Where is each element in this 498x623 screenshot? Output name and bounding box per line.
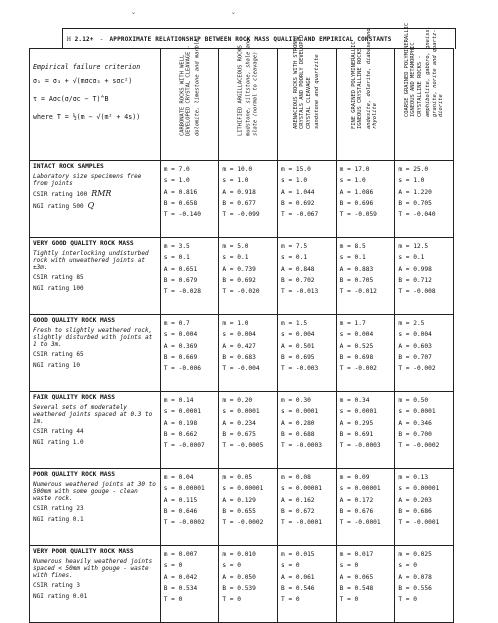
quality-description-cell	[30, 161, 161, 238]
ngi-rating	[33, 593, 157, 601]
constant-value: A = 0.603	[398, 342, 432, 350]
quality-description-cell	[30, 546, 161, 623]
constant-value: m = 5.0	[222, 243, 249, 250]
constants-cell	[278, 161, 337, 238]
rock-type-examples: andesite, dolerite, diabase and rhyolite	[366, 28, 379, 130]
constant-value: B = 0.672	[281, 507, 315, 515]
constant-value: T = -0.0003	[281, 442, 322, 450]
quality-description-cell	[30, 469, 161, 546]
scan-mark: ˇ	[231, 12, 236, 21]
constant-value: s = 0.004	[281, 331, 315, 339]
constant-value: m = 0.14	[163, 397, 194, 404]
constant-value: T = -0.059	[339, 211, 377, 219]
rock-type-wrapper	[395, 22, 453, 160]
csir-rating-text: CSIR rating 3	[33, 581, 80, 589]
constant-value: B = 0.700	[398, 430, 432, 438]
constant-value: m = 12.5	[398, 243, 429, 250]
constant-value: T = -0.002	[339, 365, 377, 373]
rock-type-examples: sandstone and quartzite	[314, 54, 321, 130]
constants-cell	[395, 238, 454, 315]
constant-value: B = 0.677	[222, 199, 256, 207]
quality-row	[30, 546, 454, 623]
constant-value: B = 0.712	[398, 276, 432, 284]
constant-value: s = 0.004	[163, 331, 198, 339]
constants-cell	[219, 392, 278, 469]
constant-value: m = 0.30	[281, 397, 311, 404]
rock-type-wrapper	[337, 28, 395, 160]
ngi-rating-text: NGI rating 500	[33, 203, 84, 210]
constant-value: A = 0.427	[222, 342, 256, 350]
constant-value: B = 0.707	[398, 353, 432, 361]
constant-value: A = 0.739	[222, 265, 256, 273]
constant-value: B = 0.679	[163, 276, 198, 284]
rock-type-wrapper	[219, 38, 277, 160]
constant-value: B = 0.646	[163, 507, 198, 515]
constant-value: m = 0.025	[398, 551, 432, 558]
rock-type-text	[352, 24, 380, 129]
constant-value: A = 0.816	[163, 188, 198, 196]
constant-value: A = 0.162	[281, 496, 315, 504]
constants-cell	[336, 315, 395, 392]
constant-value: T = -0.012	[339, 288, 377, 296]
constants-cell	[336, 238, 395, 315]
constants-cell	[160, 392, 219, 469]
csir-rating-text: CSIR rating 44	[33, 427, 84, 435]
ngi-rating	[33, 516, 157, 524]
constants-cell	[219, 161, 278, 238]
criterion-title: Empirical failure criterion	[33, 63, 141, 71]
constant-value: s = 0.1	[398, 254, 425, 262]
constant-value: s = 0.00001	[163, 485, 205, 493]
constant-value: A = 0.115	[163, 496, 198, 504]
constant-value: A = 1.220	[398, 188, 432, 196]
csir-rating	[33, 190, 157, 199]
constants-cell	[395, 546, 454, 623]
constant-value: s = 1.0	[222, 177, 249, 185]
constant-value: m = 7.0	[163, 166, 190, 173]
constant-value: A = 0.998	[398, 265, 432, 273]
constant-value: B = 0.683	[222, 353, 256, 361]
constant-value: A = 0.172	[339, 496, 374, 504]
criterion-equation-1: σ₁ = σ₃ + √(mσcσ₃ + sσc²)	[33, 77, 133, 85]
constant-value: B = 0.692	[281, 199, 315, 207]
constant-value: T = -0.020	[222, 288, 260, 296]
constant-value: s = 0.00001	[222, 485, 264, 493]
constant-value: s = 0	[398, 562, 417, 570]
constant-value: m = 0.007	[163, 551, 198, 558]
constant-value: m = 10.0	[222, 166, 253, 173]
ngi-rating-text: NGI rating 1.0	[33, 439, 84, 446]
csir-rating-text: CSIR rating 100	[33, 190, 88, 198]
quality-row	[30, 392, 454, 469]
constant-value: B = 0.669	[163, 353, 198, 361]
constant-value: B = 0.675	[222, 430, 256, 438]
rock-type-text	[238, 31, 259, 136]
rock-type-wrapper	[278, 35, 336, 160]
constant-value: B = 0.662	[163, 430, 198, 438]
quality-description: Tightly interlocking undisturbed rock with unweathered joints at ±3m.	[33, 249, 149, 271]
quality-description-cell	[30, 392, 161, 469]
rock-type-examples: dolomite, limestone and marble	[193, 38, 200, 136]
constant-value: s = 0.004	[398, 331, 432, 339]
constant-value: B = 0.691	[339, 430, 374, 438]
quality-row	[30, 315, 454, 392]
ngi-rating-text: NGI rating 0.01	[33, 593, 88, 600]
csir-rating-text: CSIR rating 65	[33, 350, 84, 358]
constant-value: m = 15.0	[281, 166, 311, 173]
csir-rating	[33, 351, 157, 359]
constant-value: m = 1.7	[339, 320, 366, 327]
ngi-rating	[33, 362, 157, 370]
constant-value: m = 0.015	[281, 551, 315, 558]
constant-value: A = 0.061	[281, 573, 315, 581]
constant-value: B = 0.556	[398, 584, 432, 592]
constant-value: s = 0.1	[222, 254, 249, 262]
constant-value: A = 0.065	[339, 573, 374, 581]
constant-value: m = 0.20	[222, 397, 253, 404]
constant-value: m = 7.5	[281, 243, 308, 250]
rock-type-caption: CARBONATE ROCKS WITH WELL DEVELOPED CRYSTAL CLEAVAGE -	[178, 44, 192, 136]
constant-value: T = 0	[339, 596, 359, 604]
ngi-rating	[33, 202, 157, 211]
ngi-rating-text: NGI rating 0.1	[33, 516, 84, 523]
constant-value: B = 0.698	[339, 353, 374, 361]
constant-value: s = 1.0	[281, 177, 308, 185]
constant-value: T = 0	[398, 596, 417, 604]
constant-value: T = -0.0005	[222, 442, 264, 450]
constant-value: B = 0.548	[339, 584, 374, 592]
rock-type-caption: ARENACEOUS ROCKS WITH STRONG CRYSTALS AND POORLY DEVELOPED CRYSTAL CLEAVAGE	[293, 35, 312, 130]
constant-value: s = 0.00001	[281, 485, 322, 493]
constant-value: s = 1.0	[163, 177, 190, 185]
ngi-rating	[33, 439, 157, 447]
constant-value: T = -0.002	[398, 365, 436, 373]
rock-type-header-2	[219, 38, 278, 161]
constant-value: B = 0.546	[281, 584, 315, 592]
rock-type-caption: LITHIFIED ARGILLACEOUS ROCKS	[237, 44, 244, 136]
constant-value: s = 0.00001	[339, 485, 381, 493]
quality-title: GOOD QUALITY ROCK MASS	[33, 317, 115, 324]
constant-value: T = -0.0001	[398, 519, 440, 527]
constant-value: m = 25.0	[398, 166, 429, 173]
constant-value: s = 0.0001	[281, 408, 319, 416]
constant-value: T = -0.0001	[281, 519, 322, 527]
constant-value: B = 0.539	[222, 584, 256, 592]
csir-rating	[33, 582, 157, 590]
rock-type-header-1	[160, 38, 219, 161]
constant-value: T = -0.099	[222, 211, 260, 219]
rock-type-caption: FINE GRAINED POLYMINERALLIC IGNEOUS CRYSTALLINE ROCKS	[351, 41, 365, 130]
constant-value: B = 0.676	[339, 507, 374, 515]
quality-title: POOR QUALITY ROCK MASS	[33, 471, 115, 478]
constant-value: s = 0.0001	[339, 408, 377, 416]
constant-value: T = -0.0002	[398, 442, 440, 450]
constants-cell	[219, 546, 278, 623]
quality-description: Several sets of moderately weathered joints spaced at 0.3 to 1m.	[33, 403, 153, 425]
constant-value: s = 0	[163, 562, 183, 570]
quality-row	[30, 161, 454, 238]
constants-cell	[278, 392, 337, 469]
constant-value: m = 1.0	[222, 320, 249, 327]
constants-cell	[336, 546, 395, 623]
constant-value: m = 0.04	[163, 474, 194, 481]
constant-value: T = 0	[163, 596, 183, 604]
constants-cell	[395, 315, 454, 392]
constants-cell	[278, 315, 337, 392]
constant-value: A = 0.346	[398, 419, 432, 427]
scan-mark: ˇ	[131, 12, 136, 21]
constant-value: B = 0.686	[398, 507, 432, 515]
constant-value: m = 0.09	[339, 474, 370, 481]
constant-value: s = 0.0001	[163, 408, 201, 416]
constant-value: T = -0.003	[281, 365, 319, 373]
quality-description: Fresh to slightly weathered rock, slightly disturbed with joints at 1 to 3m.	[33, 326, 153, 348]
constant-value: s = 0.1	[163, 254, 190, 262]
constant-value: A = 0.280	[281, 419, 315, 427]
rock-type-header-4	[336, 28, 395, 161]
constant-value: B = 0.692	[222, 276, 256, 284]
constant-value: B = 0.695	[281, 353, 315, 361]
constants-cell	[278, 546, 337, 623]
constant-value: m = 0.05	[222, 474, 253, 481]
constant-value: m = 3.5	[163, 243, 190, 250]
rock-type-header-5	[395, 22, 454, 161]
table-number: ℍ 2.12+	[67, 35, 94, 43]
constant-value: T = -0.0007	[163, 442, 205, 450]
constants-cell	[395, 161, 454, 238]
constant-value: B = 0.705	[339, 276, 374, 284]
constant-value: m = 0.017	[339, 551, 374, 558]
table-header	[62, 28, 456, 49]
constant-value: A = 0.525	[339, 342, 374, 350]
quality-description: Laboratory size specimens free from joints	[33, 172, 142, 187]
quality-description-cell	[30, 315, 161, 392]
quality-title: FAIR QUALITY ROCK MASS	[33, 394, 115, 401]
constants-cell	[278, 238, 337, 315]
constant-value: s = 0.1	[339, 254, 366, 262]
constants-cell	[160, 469, 219, 546]
constant-value: T = -0.140	[163, 211, 201, 219]
quality-title: VERY GOOD QUALITY ROCK MASS	[33, 240, 134, 247]
constant-value: T = -0.0003	[339, 442, 381, 450]
constant-value: m = 0.34	[339, 397, 370, 404]
constant-value: A = 0.234	[222, 419, 256, 427]
constants-cell	[219, 469, 278, 546]
quality-description: Numerous weathered joints at 30 to 500mm with some gouge - clean waste rock.	[33, 480, 156, 502]
constant-value: A = 0.198	[163, 419, 198, 427]
constant-value: T = -0.006	[163, 365, 201, 373]
quality-row	[30, 238, 454, 315]
constant-value: T = -0.0001	[339, 519, 381, 527]
constant-value: T = 0	[222, 596, 241, 604]
rock-type-wrapper	[161, 38, 219, 160]
constant-value: B = 0.655	[222, 507, 256, 515]
csir-handwritten-note: RMR	[91, 188, 112, 198]
constant-value: m = 0.13	[398, 474, 429, 481]
constant-value: A = 0.369	[163, 342, 198, 350]
csir-rating	[33, 505, 157, 513]
constant-value: s = 0	[281, 562, 300, 570]
constant-value: m = 0.50	[398, 397, 429, 404]
constant-value: s = 1.0	[398, 177, 425, 185]
csir-rating	[33, 428, 157, 436]
constant-value: m = 2.5	[398, 320, 425, 327]
constant-value: m = 1.5	[281, 320, 308, 327]
constant-value: B = 0.688	[281, 430, 315, 438]
rock-type-text	[179, 31, 200, 136]
quality-description: Numerous heavily weathered joints spaced < 50mm with gouge - waste with fines.	[33, 557, 153, 579]
csir-rating-text: CSIR rating 23	[33, 504, 84, 512]
quality-row	[30, 469, 454, 546]
constant-value: m = 0.08	[281, 474, 311, 481]
csir-rating	[33, 274, 157, 282]
constant-value: s = 1.0	[339, 177, 366, 185]
constant-value: A = 0.651	[163, 265, 198, 273]
constant-value: s = 0.00001	[398, 485, 440, 493]
constant-value: T = -0.008	[398, 288, 436, 296]
constant-value: s = 0.004	[339, 331, 374, 339]
constants-cell	[336, 469, 395, 546]
constant-value: A = 0.883	[339, 265, 374, 273]
column-header-row	[30, 49, 454, 161]
ngi-rating-text: NGI rating 100	[33, 285, 84, 292]
constant-value: B = 0.658	[163, 199, 198, 207]
rock-type-header-3	[278, 35, 337, 161]
constant-value: A = 0.501	[281, 342, 315, 350]
constant-value: s = 0.1	[281, 254, 308, 262]
constant-value: A = 0.848	[281, 265, 315, 273]
ngi-rating	[33, 285, 157, 293]
rock-type-text	[404, 12, 444, 117]
constants-cell	[395, 392, 454, 469]
quality-title: INTACT ROCK SAMPLES	[33, 163, 104, 170]
constant-value: B = 0.702	[281, 276, 315, 284]
constant-value: A = 0.295	[339, 419, 374, 427]
constants-cell	[278, 469, 337, 546]
header-dash: -	[99, 35, 104, 43]
constant-value: s = 0	[339, 562, 359, 570]
quality-description-cell	[30, 238, 161, 315]
constant-value: m = 0.7	[163, 320, 190, 327]
criterion-equation-3: where T = ½(m − √(m² + 4s))	[33, 113, 141, 121]
rock-type-examples: amphibolite, gabbro, gneiss, granite, norite and quartz-diorite	[425, 25, 444, 117]
constant-value: A = 1.044	[281, 188, 315, 196]
constant-value: T = -0.0002	[222, 519, 264, 527]
constant-value: s = 0.0001	[222, 408, 260, 416]
table-title: APPROXIMATE RELATIONSHIP BETWEEN ROCK MASS QUALITY AND EMPIRICAL CONSTANTS	[109, 35, 392, 43]
constant-value: A = 0.042	[163, 573, 198, 581]
rock-type-examples: mudstone, siltstone, shale and slate (normal to cleavage)	[245, 38, 259, 136]
constant-value: T = -0.028	[163, 288, 201, 296]
criterion-cell	[30, 49, 161, 161]
constants-cell	[160, 546, 219, 623]
constants-cell	[336, 392, 395, 469]
constant-value: m = 17.0	[339, 166, 370, 173]
constant-value: T = -0.067	[281, 211, 319, 219]
constants-cell	[160, 161, 219, 238]
constant-value: B = 0.705	[398, 199, 432, 207]
constant-value: T = -0.013	[281, 288, 319, 296]
constants-cell	[160, 315, 219, 392]
constant-value: s = 0	[222, 562, 241, 570]
constant-value: T = 0	[281, 596, 300, 604]
constant-value: m = 8.5	[339, 243, 366, 250]
rock-type-text	[293, 24, 321, 129]
constants-cell	[219, 315, 278, 392]
constant-value: A = 0.918	[222, 188, 256, 196]
constant-value: A = 0.203	[398, 496, 432, 504]
constant-value: A = 0.129	[222, 496, 256, 504]
criterion-equation-2: τ = Aσc(σ/σc − T)^B	[33, 95, 109, 103]
constants-cell	[336, 161, 395, 238]
rock-type-caption: COARSE GRAINED POLYMINERALLIC IGNEOUS AND METAMORPHIC CRYSTALLINE ROCKS -	[403, 22, 423, 117]
constant-value: m = 0.010	[222, 551, 256, 558]
quality-title: VERY POOR QUALITY ROCK MASS	[33, 548, 134, 555]
ngi-handwritten-note: Q	[87, 201, 95, 210]
constant-value: T = -0.004	[222, 365, 260, 373]
constant-value: A = 0.078	[398, 573, 432, 581]
constant-value: A = 1.086	[339, 188, 374, 196]
csir-rating-text: CSIR rating 85	[33, 273, 84, 281]
constant-value: s = 0.0001	[398, 408, 436, 416]
constant-value: T = -0.040	[398, 211, 436, 219]
ngi-rating-text: NGI rating 10	[33, 362, 80, 369]
constants-cell	[395, 469, 454, 546]
constant-value: B = 0.696	[339, 199, 374, 207]
constant-value: B = 0.534	[163, 584, 198, 592]
constant-value: T = -0.0002	[163, 519, 205, 527]
constants-cell	[160, 238, 219, 315]
constants-cell	[219, 238, 278, 315]
constant-value: s = 0.004	[222, 331, 256, 339]
constant-value: A = 0.050	[222, 573, 256, 581]
